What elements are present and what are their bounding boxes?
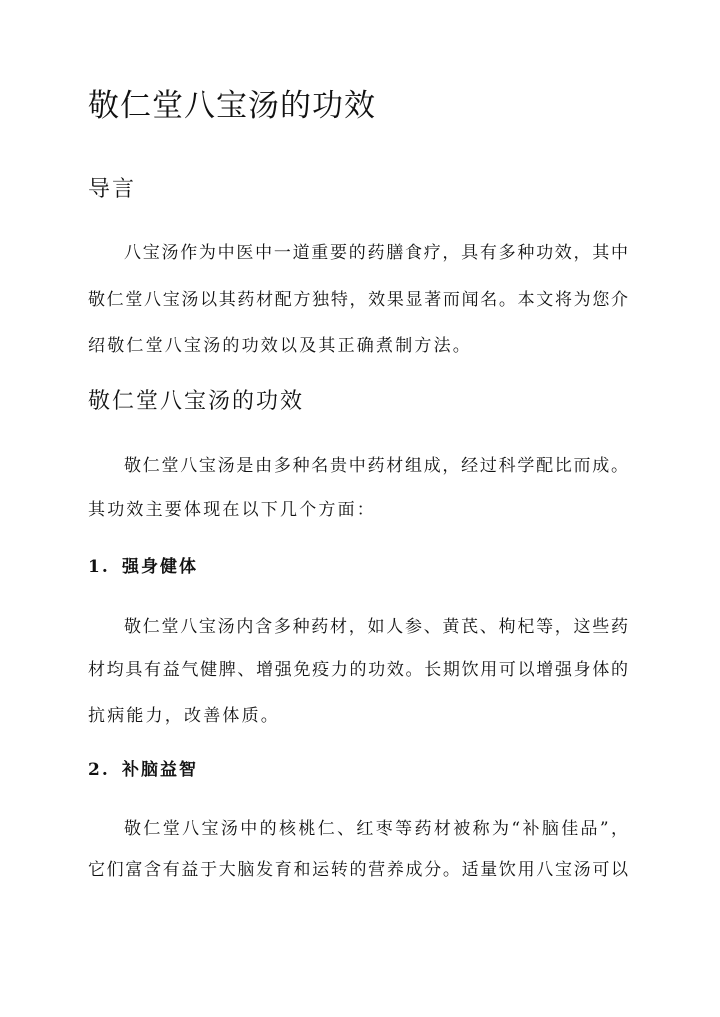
- document-title: 敬仁堂八宝汤的功效: [88, 88, 376, 124]
- effects-heading: 敬仁堂八宝汤的功效: [88, 389, 305, 414]
- item-paragraph-line: 敬仁堂八宝汤中的核桃仁、红枣等药材被称为“补脑佳品”，: [124, 819, 628, 839]
- intro-paragraph-line: 敬仁堂八宝汤以其药材配方独特，效果显著而闻名。本文将为您介: [88, 290, 628, 310]
- item-paragraph-line: 敬仁堂八宝汤内含多种药材，如人参、黄芪、枸杞等，这些药: [124, 617, 628, 637]
- intro-paragraph-line: 八宝汤作为中医中一道重要的药膳食疗，具有多种功效，其中: [124, 243, 628, 263]
- item-heading-strengthen-body: [88, 554, 198, 580]
- intro-heading: 导言: [88, 177, 137, 202]
- effects-paragraph-line: 敬仁堂八宝汤是由多种名贵中药材组成，经过科学配比而成。: [124, 456, 628, 476]
- item-heading-label: 强身健体: [122, 557, 198, 577]
- item-heading-brain-boost: [88, 757, 198, 783]
- intro-paragraph-line: 绍敬仁堂八宝汤的功效以及其正确煮制方法。: [88, 336, 472, 356]
- item-heading-label: 补脑益智: [122, 760, 198, 780]
- item-paragraph-line: 材均具有益气健脾、增强免疫力的功效。长期饮用可以增强身体的: [88, 660, 628, 680]
- item-paragraph-line: 抗病能力，改善体质。: [88, 706, 280, 726]
- effects-paragraph-line: 其功效主要体现在以下几个方面：: [88, 500, 376, 520]
- item-paragraph-line: 它们富含有益于大脑发育和运转的营养成分。适量饮用八宝汤可以: [88, 860, 628, 880]
- item-number: 1.: [88, 557, 110, 577]
- item-number: 2.: [88, 760, 110, 780]
